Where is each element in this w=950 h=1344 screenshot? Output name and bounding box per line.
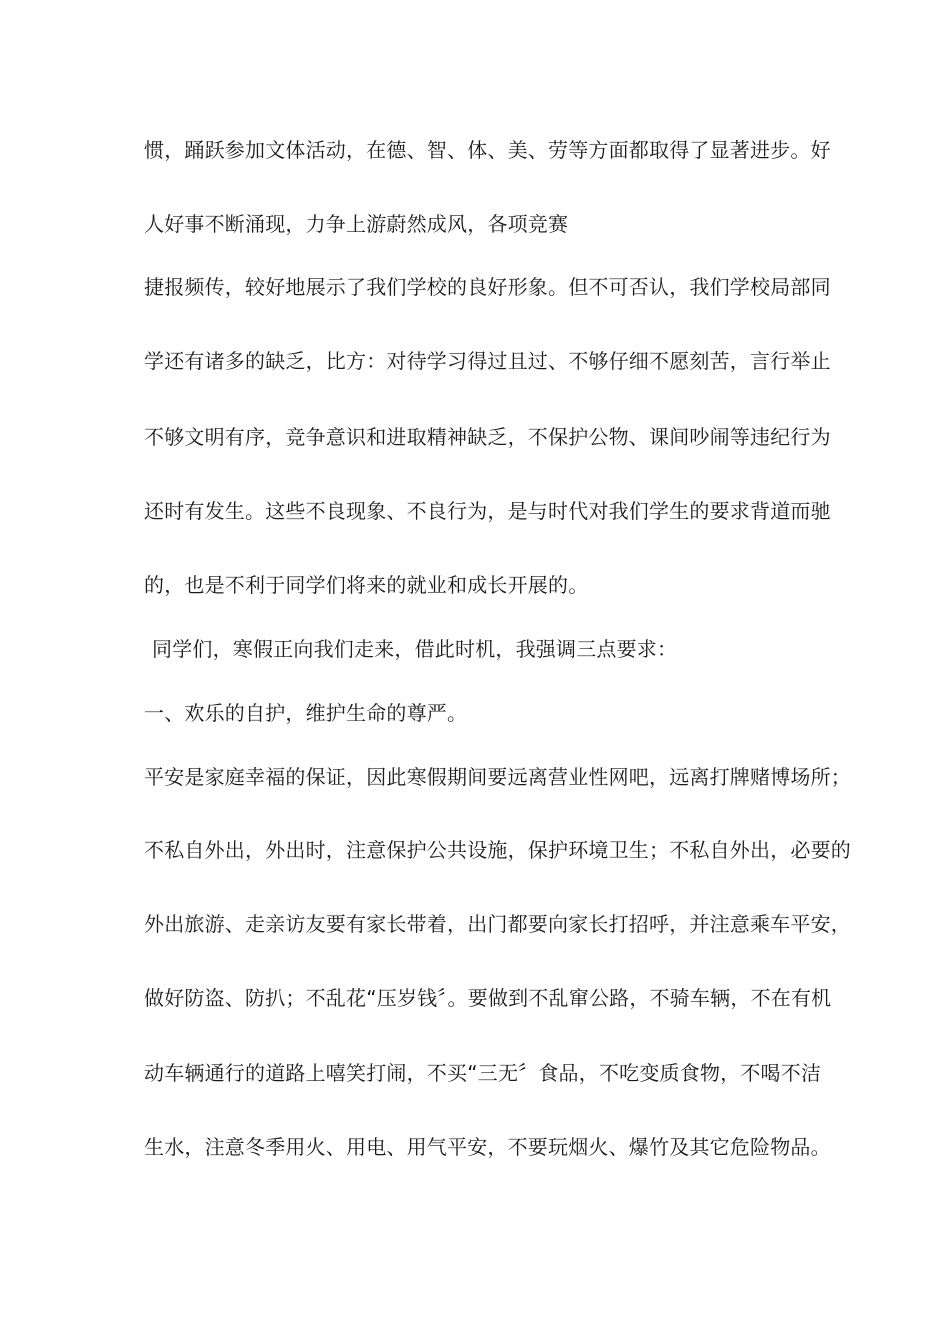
paragraph-line: 不私自外出，外出时，注意保护公共设施，保护环境卫生；不私自外出，必要的 [144,838,851,862]
paragraph-line: 捷报频传，较好地展示了我们学校的良好形象。但不可否认，我们学校局部同 [144,275,831,299]
paragraph-line: 外出旅游、走亲访友要有家长带着，出门都要向家长打招呼，并注意乘车平安， [144,912,851,936]
paragraph-line: 同学们，寒假正向我们走来，借此时机，我强调三点要求： [152,637,678,661]
paragraph-line: 惯，踊跃参加文体活动，在德、智、体、美、劳等方面都取得了显著进步。好 [144,138,831,162]
paragraph-line: 动车辆通行的道路上嘻笑打闹，不买“三无〞食品，不吃变质食物，不喝不洁 [144,1061,822,1085]
paragraph-line: 不够文明有序，竞争意识和进取精神缺乏，不保护公物、课间吵闹等违纪行为 [144,425,831,449]
paragraph-line: 学还有诸多的缺乏，比方：对待学习得过且过、不够仔细不愿刻苦，言行举止 [144,349,831,373]
paragraph-line: 人好事不断涌现，力争上游蔚然成风，各项竞赛 [144,212,569,236]
paragraph-line: 生水，注意冬季用火、用电、用气平安，不要玩烟火、爆竹及其它危险物品。 [144,1135,831,1159]
paragraph-line: 做好防盗、防扒；不乱花“压岁钱〞。要做到不乱窜公路，不骑车辆，不在有机 [144,986,832,1010]
section-heading: 一、欢乐的自护，维护生命的尊严。 [144,701,468,725]
paragraph-line: 还时有发生。这些不良现象、不良行为，是与时代对我们学生的要求背道而驰 [144,499,831,523]
paragraph-line: 平安是家庭幸福的保证，因此寒假期间要远离营业性网吧，远离打牌赌博场所； [144,765,851,789]
paragraph-line: 的，也是不利于同学们将来的就业和成长开展的。 [144,573,589,597]
